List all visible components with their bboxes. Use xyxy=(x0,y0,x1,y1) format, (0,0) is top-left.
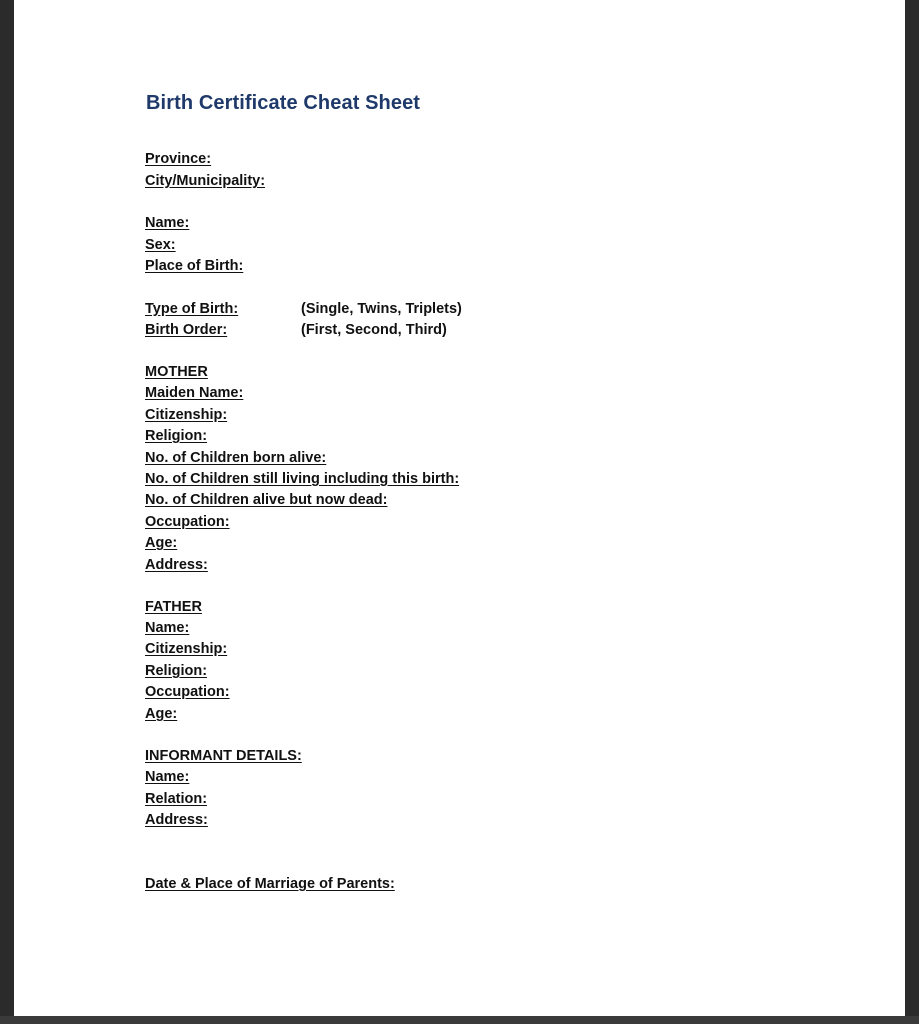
place-of-birth-label: Place of Birth: xyxy=(145,258,244,274)
mother-age-label: Age: xyxy=(145,535,178,551)
birth-order-label: Birth Order: xyxy=(145,322,228,338)
child-name-label: Name: xyxy=(145,215,190,231)
viewer-bottom-edge xyxy=(0,1016,919,1024)
children-born-alive-label: No. of Children born alive: xyxy=(145,450,327,466)
mother-citizenship-label: Citizenship: xyxy=(145,407,228,423)
type-of-birth-hint: (Single, Twins, Triplets) xyxy=(301,301,462,317)
father-citizenship-label: Citizenship: xyxy=(145,641,228,657)
marriage-of-parents-label: Date & Place of Marriage of Parents: xyxy=(145,876,395,892)
mother-maiden-name-label: Maiden Name: xyxy=(145,385,244,401)
father-age-label: Age: xyxy=(145,706,178,722)
document-page xyxy=(14,0,905,1016)
children-alive-now-dead-label: No. of Children alive but now dead: xyxy=(145,492,388,508)
birth-order-hint: (First, Second, Third) xyxy=(301,322,447,338)
document-title: Birth Certificate Cheat Sheet xyxy=(146,92,421,114)
father-occupation-label: Occupation: xyxy=(145,684,230,700)
informant-heading: INFORMANT DETAILS: xyxy=(145,748,302,764)
city-municipality-label: City/Municipality: xyxy=(145,173,266,189)
province-label: Province: xyxy=(145,151,212,167)
father-heading: FATHER xyxy=(145,599,202,615)
children-still-living-label: No. of Children still living including this birth: xyxy=(145,471,460,487)
mother-occupation-label: Occupation: xyxy=(145,514,230,530)
informant-relation-label: Relation: xyxy=(145,791,208,807)
informant-name-label: Name: xyxy=(145,769,190,785)
informant-address-label: Address: xyxy=(145,812,208,828)
father-religion-label: Religion: xyxy=(145,663,208,679)
mother-religion-label: Religion: xyxy=(145,428,208,444)
type-of-birth-label: Type of Birth: xyxy=(145,301,239,317)
mother-address-label: Address: xyxy=(145,557,208,573)
father-name-label: Name: xyxy=(145,620,190,636)
sex-label: Sex: xyxy=(145,237,176,253)
mother-heading: MOTHER xyxy=(145,364,208,380)
